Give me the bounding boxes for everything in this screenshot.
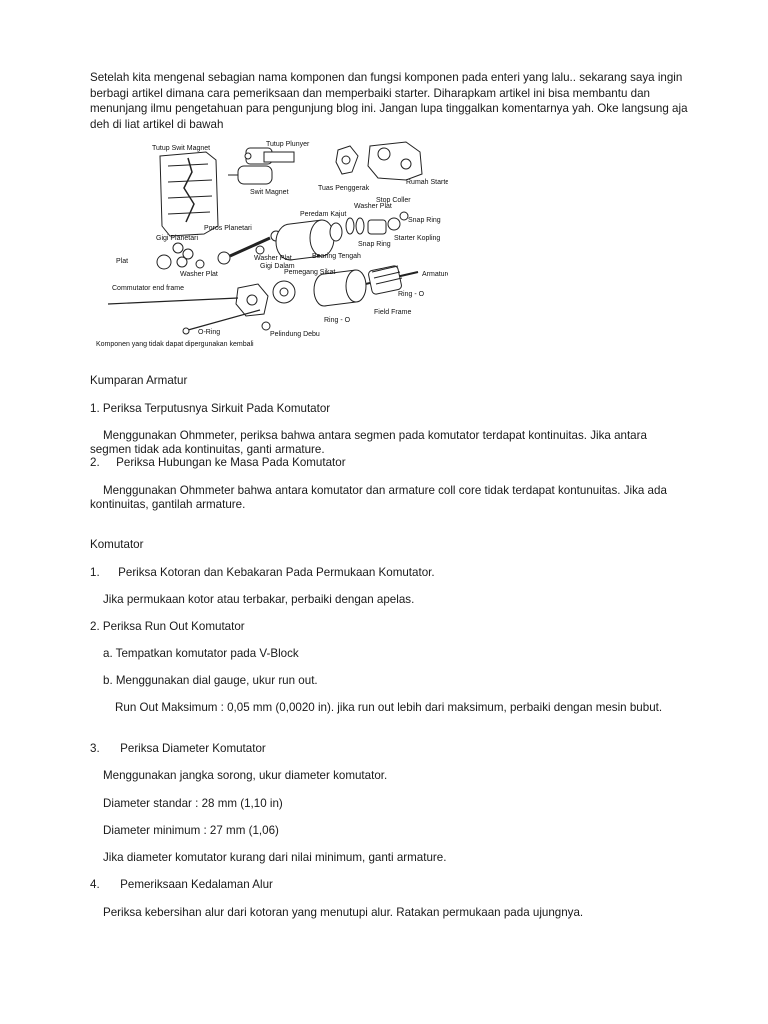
clutch-parts-drawing <box>346 212 408 234</box>
label-gigi-planetari: Gigi Planetari <box>156 235 199 242</box>
label-peredam-kajut: Peredam Kajut <box>300 211 347 218</box>
label-swit-magnet: Swit Magnet <box>250 189 289 196</box>
k2-title-row <box>90 456 690 470</box>
label-poros-planetari: Poros Planetari <box>204 225 252 232</box>
m2-max-runout: Run Out Maksimum : 0,05 mm (0,0020 in). jika run out lebih dari maksimum, perbaiki dengan mesin bubut. <box>115 701 663 714</box>
m1-title-row <box>90 566 690 580</box>
m4-number: 4. <box>90 878 100 891</box>
starter-housing-drawing <box>368 142 422 180</box>
label-stop-coller: Stop Coller <box>376 197 411 204</box>
magnet-switch-cover-drawing <box>160 152 218 236</box>
m3-note: Jika diameter komutator kurang dari nilai minimum, ganti armature. <box>103 851 447 864</box>
label-gigi-dalam: Gigi Dalam <box>260 263 295 270</box>
m2-title: 2. Periksa Run Out Komutator <box>90 620 245 633</box>
starter-exploded-diagram <box>88 138 448 350</box>
m1-title: Periksa Kotoran dan Kebakaran Pada Permukaan Komutator. <box>118 566 435 579</box>
label-washer-plat-left: Washer Plat <box>180 271 218 278</box>
label-snap-ring-mid: Snap Ring <box>358 241 391 248</box>
intro-paragraph: Setelah kita mengenal sebagian nama komponen dan fungsi komponen pada enteri yang lalu.. sekarang saya ingin berbagi artikel dimana cara pemeriksaan dan memperbaiki starter. Diharapkam artikel ini bisa membantu dan menunjang ilmu pengetahuan para pengunjung blog ini. Jangan lupa tinggalkan komentarnya yah. Oke langsung aja deh di liat artikel di bawah <box>90 71 688 131</box>
label-washer-plat-top: Washer Plat <box>354 203 392 210</box>
label-snap-ring-right: Snap Ring <box>408 217 441 224</box>
label-commutator-end-frame: Commutator end frame <box>112 285 184 292</box>
label-legend: Komponen yang tidak dapat dipergunakan kembali <box>96 341 254 348</box>
label-pemegang-sikat: Pemegang Sikat <box>284 269 336 276</box>
k1-body: Menggunakan Ohmmeter, periksa bahwa antara segmen pada komutator terdapat kontinuitas. Jika antara segmen tidak ada kontinuitas, ganti armature. <box>90 429 647 456</box>
label-ring-o-mid: Ring - O <box>324 317 351 324</box>
m3-standard-diameter: Diameter standar : 28 mm (1,10 in) <box>103 797 283 810</box>
label-tutup-swit-magnet: Tutup Swit Magnet <box>152 145 211 152</box>
label-bearing-tengah: Bearing Tengah <box>312 253 361 260</box>
label-o-ring: O-Ring <box>198 329 221 336</box>
label-plat: Plat <box>116 258 129 265</box>
m4-title: Pemeriksaan Kedalaman Alur <box>120 878 273 891</box>
k2-title: Periksa Hubungan ke Masa Pada Komutator <box>116 456 346 469</box>
label-washer-plat-mid: Washer Plat <box>254 255 292 262</box>
m2-step-b: b. Menggunakan dial gauge, ukur run out. <box>103 674 318 687</box>
m3-title-row <box>90 742 690 756</box>
m3-minimum-diameter: Diameter minimum : 27 mm (1,06) <box>103 824 279 837</box>
m4-body: Periksa kebersihan alur dari kotoran yang menutupi alur. Ratakan permukaan pada ujungnya. <box>103 906 584 919</box>
label-rumah-starter: Rumah Starter <box>406 179 448 186</box>
k2-number: 2. <box>90 456 100 469</box>
label-pelindung-debu: Pelindung Debu <box>270 331 320 338</box>
heading-kumparan-armatur: Kumparan Armatur <box>90 374 188 387</box>
m1-number: 1. <box>90 566 100 579</box>
m3-number: 3. <box>90 742 100 755</box>
k2-body: Menggunakan Ohmmeter bahwa antara komutator dan armature coll core tidak terdapat kontunuitas. Jika ada kontinuitas, gantilah armature. <box>90 484 667 511</box>
diagram-svg <box>88 138 448 350</box>
label-ring-o-right: Ring - O <box>398 291 425 298</box>
k1-title: 1. Periksa Terputusnya Sirkuit Pada Komutator <box>90 402 331 415</box>
m3-body: Menggunakan jangka sorong, ukur diameter komutator. <box>103 769 388 782</box>
m2-step-a: a. Tempatkan komutator pada V-Block <box>103 647 299 660</box>
label-field-frame: Field Frame <box>374 309 412 316</box>
label-armature: Armature <box>422 271 448 278</box>
heading-komutator: Komutator <box>90 538 144 551</box>
label-tuas-penggerak: Tuas Penggerak <box>318 185 370 192</box>
m3-title: Periksa Diameter Komutator <box>120 742 266 755</box>
lever-drawing <box>336 146 358 174</box>
m4-title-row <box>90 878 690 892</box>
plunger-drawing <box>228 148 294 184</box>
m1-body: Jika permukaan kotor atau terbakar, perbaiki dengan apelas. <box>103 593 415 606</box>
label-starter-kopling: Starter Kopling <box>394 235 441 242</box>
label-tutup-plunyer: Tutup Plunyer <box>266 141 310 148</box>
